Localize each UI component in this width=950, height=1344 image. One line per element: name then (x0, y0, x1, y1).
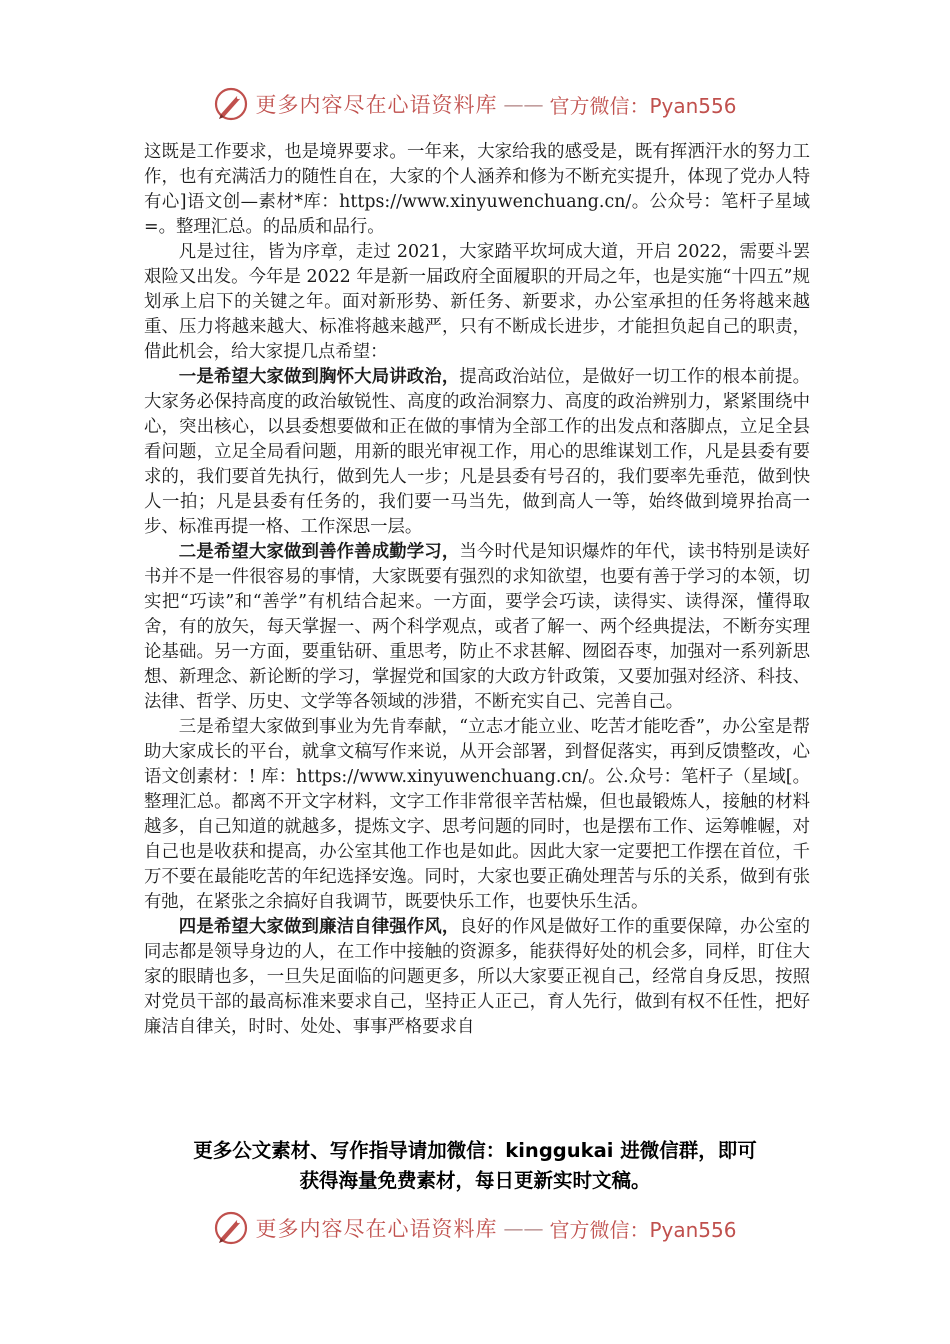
footer-banner (0, 1206, 950, 1250)
paragraph-4-text: 当今时代是知识爆炸的年代，读书特别是读好书并不是一件很容易的事情，大家既要有强烈的求知欲望，也要有善于学习的本领，切实把“巧读”和“善学”有机结合起来。一方面，要学会巧读，读得实、读得深，懂得取舍，有的放矢，每天掌握一、两个科学观点，或者了解一、两个经典提法，不断夯实理论基础。另一方面，要重钻研、重思考，防止不求甚解、囫囵吞枣，加强对一系列新思想、新理念、新论断的学习，掌握党和国家的大政方针政策，又要加强对经济、科技、法律、哲学、历史、文学等各领域的涉猎，不断充实自己、完善自己。 (144, 542, 810, 712)
banner-wechat: 官方微信：Pyan556 (549, 93, 737, 118)
pen-logo-icon (213, 86, 249, 122)
paragraph-6-lead: 四是希望大家做到廉洁自律强作风， (178, 917, 460, 937)
paragraph-2 (144, 240, 810, 365)
paragraph-3 (144, 365, 810, 540)
pen-logo-icon (213, 1210, 249, 1246)
banner-wechat: 官方微信：Pyan556 (549, 1217, 737, 1242)
paragraph-1-text: 这既是工作要求，也是境界要求。一年来，大家给我的感受是，既有挥洒汗水的努力工作，也有充满活力的随性自在，大家的个人涵养和修为不断充实提升，体现了党办人特有心]语文创—素材*库：https://www.xinyuwenchuang.cn/。公众号：笔杆子星域=。整理汇总。的品质和品行。 (144, 142, 810, 237)
footer-promo (120, 1136, 830, 1196)
paragraph-4-lead: 二是希望大家做到善作善成勤学习， (178, 542, 460, 562)
banner-separator: —— (503, 92, 544, 116)
paragraph-5 (144, 715, 810, 915)
paragraph-6-text: 良好的作风是做好工作的重要保障，办公室的同志都是领导身边的人，在工作中接触的资源多，能获得好处的机会多，同样，盯住大家的眼睛也多，一旦失足面临的问题更多，所以大家要正视自己，经常自身反思，按照对党员干部的最高标准来要求自己，坚持正人正己，育人先行，做到有权不任性，把好廉洁自律关，时时、处处、事事严格要求自 (144, 917, 810, 1037)
banner-title: 更多内容尽在心语资料库 (255, 1217, 498, 1241)
paragraph-2-text: 凡是过往，皆为序章，走过 2021，大家踏平坎坷成大道，开启 2022，需要斗罢艰险又出发。今年是 2022 年是新一届政府全面履职的开局之年，也是实施“十四五”规划承上启下的关键之年。面对新形势、新任务、新要求，办公室承担的任务将越来越重、压力将越来越大、标准将越来越严，只有不断成长进步，才能担负起自己的职责，借此机会，给大家提几点希望： (144, 242, 810, 362)
paragraph-3-text: 提高政治站位，是做好一切工作的根本前提。大家务必保持高度的政治敏锐性、高度的政治洞察力、高度的政治辨别力，紧紧围绕中心，突出核心，以县委想要做和正在做的事情为全部工作的出发点和落脚点，立足全县看问题，立足全局看问题，用新的眼光审视工作，用心的思维谋划工作，凡是县委有要求的，我们要首先执行，做到先人一步；凡是县委有号召的，我们要率先垂范，做到快人一拍；凡是县委有任务的，我们要一马当先，做到高人一等，始终做到境界抬高一步、标准再提一格、工作深思一层。 (144, 367, 810, 537)
paragraph-3-lead: 一是希望大家做到胸怀大局讲政治， (178, 367, 460, 387)
header-banner (0, 82, 950, 126)
banner-separator: —— (503, 1216, 544, 1240)
banner-title: 更多内容尽在心语资料库 (255, 93, 498, 117)
paragraph-6 (144, 915, 810, 1040)
document-body (144, 140, 810, 1040)
paragraph-1 (144, 140, 810, 240)
paragraph-5-text: 三是希望大家做到事业为先肯奉献，“立志才能立业、吃苦才能吃香”，办公室是帮助大家成长的平台，就拿文稿写作来说，从开会部署，到督促落实，再到反馈整改，心语文创素材：! 库：https://www.xinyuwenchuang.cn/。公.众号：笔杆子（星域[。整理汇总。都离不开文字材料，文字工作非常很辛苦枯燥，但也最锻炼人，接触的材料越多，自己知道的就越多，提炼文字、思考问题的同时，也是摆布工作、运筹帷幄，对自己也是收获和提高，办公室其他工作也是如此。因此大家一定要把工作摆在首位，千万不要在最能吃苦的年纪选择安逸。同时，大家也要正确处理苦与乐的关系，做到有张有弛，在紧张之余搞好自我调节，既要快乐工作，也要快乐生活。 (144, 717, 810, 912)
paragraph-4 (144, 540, 810, 715)
footer-line-1: 更多公文素材、写作指导请加微信：kinggukai 进微信群，即可 (193, 1139, 757, 1162)
footer-line-2: 获得海量免费素材，每日更新实时文稿。 (299, 1169, 651, 1192)
